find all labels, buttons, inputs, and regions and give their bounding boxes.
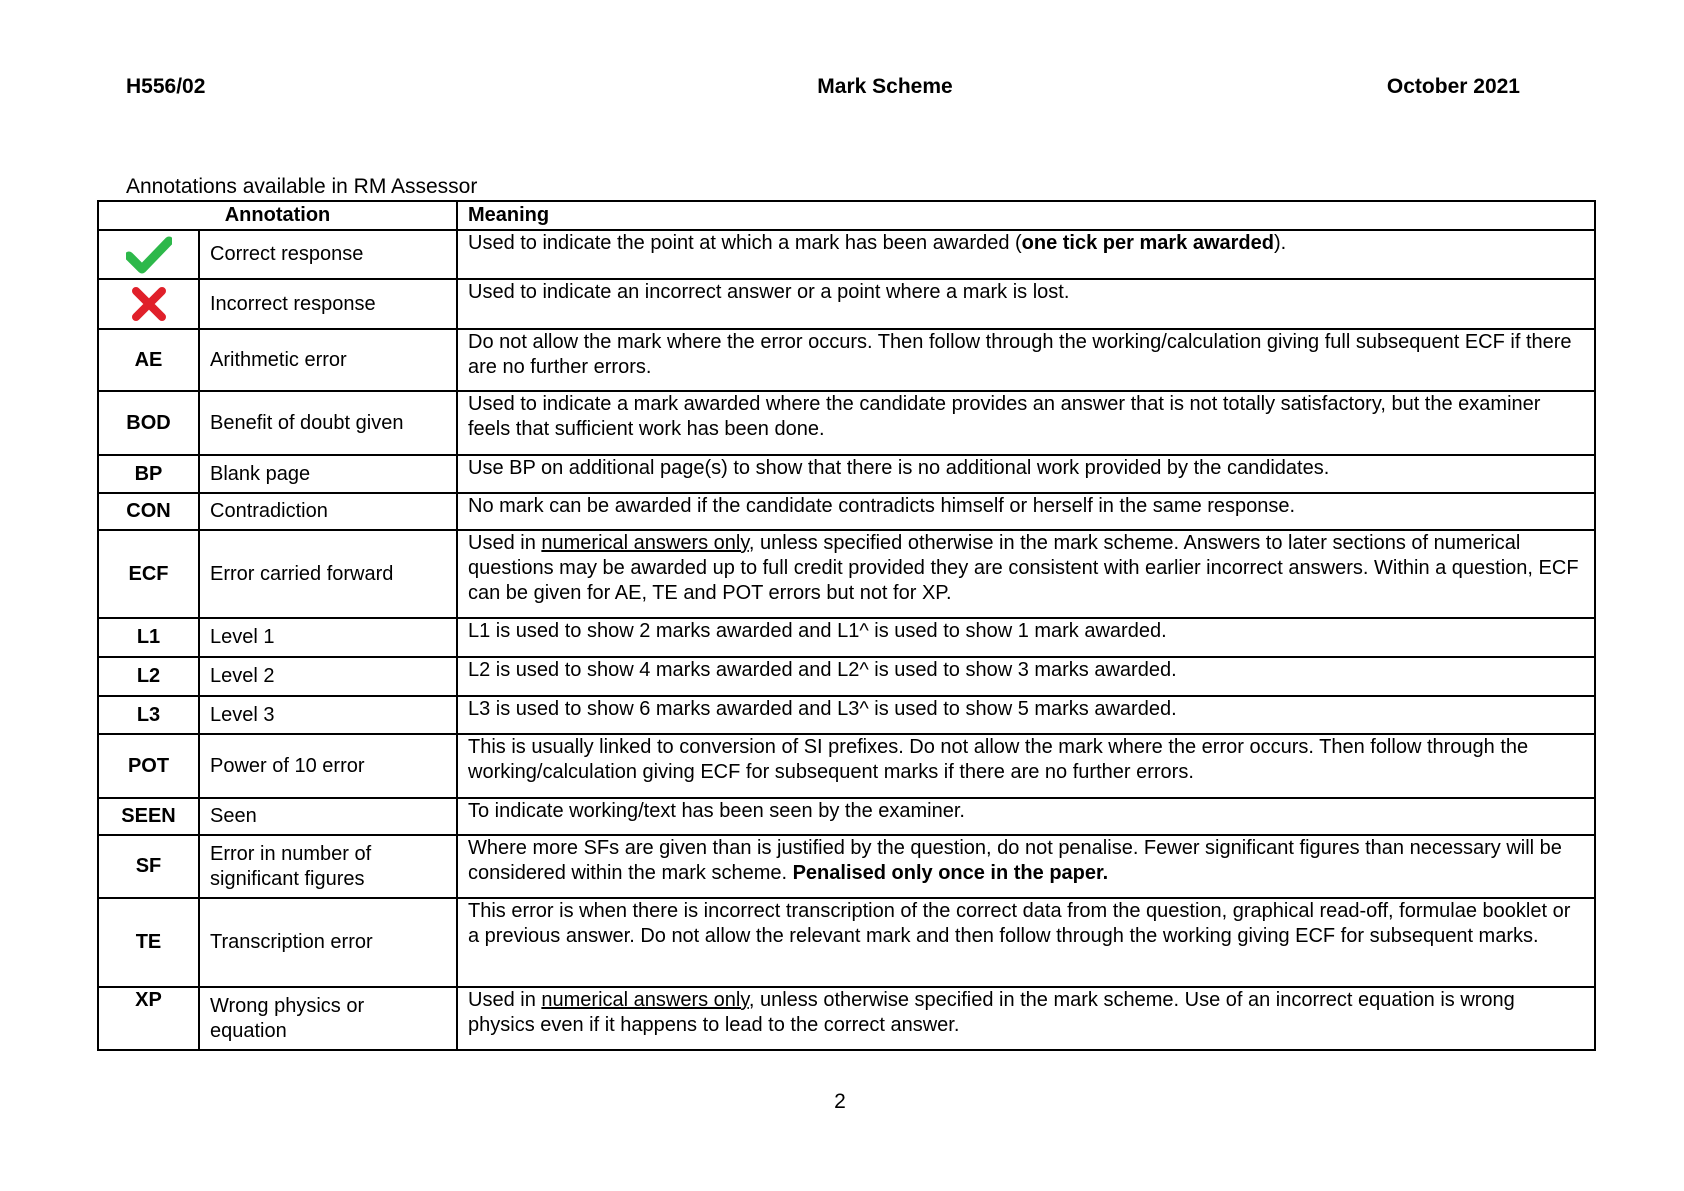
annotation-label: Correct response: [199, 230, 457, 279]
annotation-meaning: Used to indicate an incorrect answer or a point where a mark is lost.: [457, 279, 1595, 329]
annotation-icon-cell: [98, 230, 199, 279]
annotation-label: Contradiction: [199, 493, 457, 530]
table-row: [98, 530, 1595, 618]
annotation-code: SEEN: [98, 798, 199, 835]
table-row: [98, 391, 1595, 455]
table-row: [98, 987, 1595, 1050]
annotation-meaning: This error is when there is incorrect transcription of the correct data from the question, graphical read-off, formulae booklet or a previous answer. Do not allow the relevant mark and then follow through the working giving ECF for subsequent marks.: [457, 898, 1595, 987]
annotation-code: POT: [98, 734, 199, 798]
annotation-code: ECF: [98, 530, 199, 618]
annotation-meaning: Used in numerical answers only, unless otherwise specified in the mark scheme. Use of an incorrect equation is wrong physics even if it happens to lead to the correct answer.: [457, 987, 1595, 1050]
annotation-meaning: Where more SFs are given than is justified by the question, do not penalise. Fewer significant figures than necessary will be considered within the mark scheme. Penalised only once in the paper.: [457, 835, 1595, 898]
annotation-code: BP: [98, 455, 199, 493]
annotation-label: Error carried forward: [199, 530, 457, 618]
annotation-code: SF: [98, 835, 199, 898]
annotation-meaning: Used to indicate the point at which a mark has been awarded (one tick per mark awarded).: [457, 230, 1595, 279]
table-row: [98, 455, 1595, 493]
table-header-row: [98, 201, 1595, 230]
annotation-meaning: Used in numerical answers only, unless specified otherwise in the mark scheme. Answers to later sections of numerical questions may be awarded up to full credit provided they are consistent with earlier incorrect answers. Within a question, ECF can be given for AE, TE and POT errors but not for XP.: [457, 530, 1595, 618]
annotation-label: Level 3: [199, 696, 457, 734]
annotation-label: Seen: [199, 798, 457, 835]
annotation-label: Error in number of significant figures: [199, 835, 457, 898]
annotation-code: AE: [98, 329, 199, 391]
annotation-label: Transcription error: [199, 898, 457, 987]
annotation-label: Incorrect response: [199, 279, 457, 329]
annotation-column-header: Annotation: [98, 201, 457, 230]
annotation-label: Arithmetic error: [199, 329, 457, 391]
annotation-code: L3: [98, 696, 199, 734]
annotation-meaning: Use BP on additional page(s) to show that there is no additional work provided by the candidates.: [457, 455, 1595, 493]
annotation-code: TE: [98, 898, 199, 987]
document-date: October 2021: [1386, 75, 1520, 98]
table-row: [98, 835, 1595, 898]
table-row: [98, 493, 1595, 530]
annotation-label: Wrong physics or equation: [199, 987, 457, 1050]
annotation-code: CON: [98, 493, 199, 530]
annotation-meaning: Do not allow the mark where the error occurs. Then follow through the working/calculation giving full subsequent ECF if there are no further errors.: [457, 329, 1595, 391]
annotation-code: L2: [98, 657, 199, 696]
table-row: [98, 898, 1595, 987]
annotation-meaning: L3 is used to show 6 marks awarded and L3^ is used to show 5 marks awarded.: [457, 696, 1595, 734]
annotations-table: [97, 200, 1596, 1051]
annotation-meaning: L1 is used to show 2 marks awarded and L1^ is used to show 1 mark awarded.: [457, 618, 1595, 657]
annotation-label: Level 1: [199, 618, 457, 657]
table-row: [98, 798, 1595, 835]
table-row: [98, 279, 1595, 329]
annotation-code: L1: [98, 618, 199, 657]
table-row: [98, 329, 1595, 391]
annotation-meaning: Used to indicate a mark awarded where the candidate provides an answer that is not totally satisfactory, but the examiner feels that sufficient work has been done.: [457, 391, 1595, 455]
document-code: H556/02: [126, 75, 206, 98]
table-row: [98, 657, 1595, 696]
annotation-label: Power of 10 error: [199, 734, 457, 798]
table-row: [98, 618, 1595, 657]
table-row: [98, 230, 1595, 279]
table-caption: Annotations available in RM Assessor: [126, 175, 478, 198]
meaning-column-header: Meaning: [457, 201, 1595, 230]
annotation-label: Level 2: [199, 657, 457, 696]
annotation-code: BOD: [98, 391, 199, 455]
table-row: [98, 734, 1595, 798]
red-cross-icon: [130, 285, 168, 323]
annotation-label: Benefit of doubt given: [199, 391, 457, 455]
annotation-meaning: To indicate working/text has been seen by the examiner.: [457, 798, 1595, 835]
annotation-meaning: This is usually linked to conversion of SI prefixes. Do not allow the mark where the error occurs. Then follow through the working/calculation giving ECF for subsequent marks if there are no further errors.: [457, 734, 1595, 798]
annotation-meaning: L2 is used to show 4 marks awarded and L2^ is used to show 3 marks awarded.: [457, 657, 1595, 696]
document-title: Mark Scheme: [817, 75, 953, 98]
annotation-label: Blank page: [199, 455, 457, 493]
annotation-code: XP: [98, 987, 199, 1050]
green-tick-icon: [126, 236, 172, 274]
table-row: [98, 696, 1595, 734]
annotation-icon-cell: [98, 279, 199, 329]
page-number: 2: [834, 1090, 846, 1113]
annotation-meaning: No mark can be awarded if the candidate contradicts himself or herself in the same response.: [457, 493, 1595, 530]
